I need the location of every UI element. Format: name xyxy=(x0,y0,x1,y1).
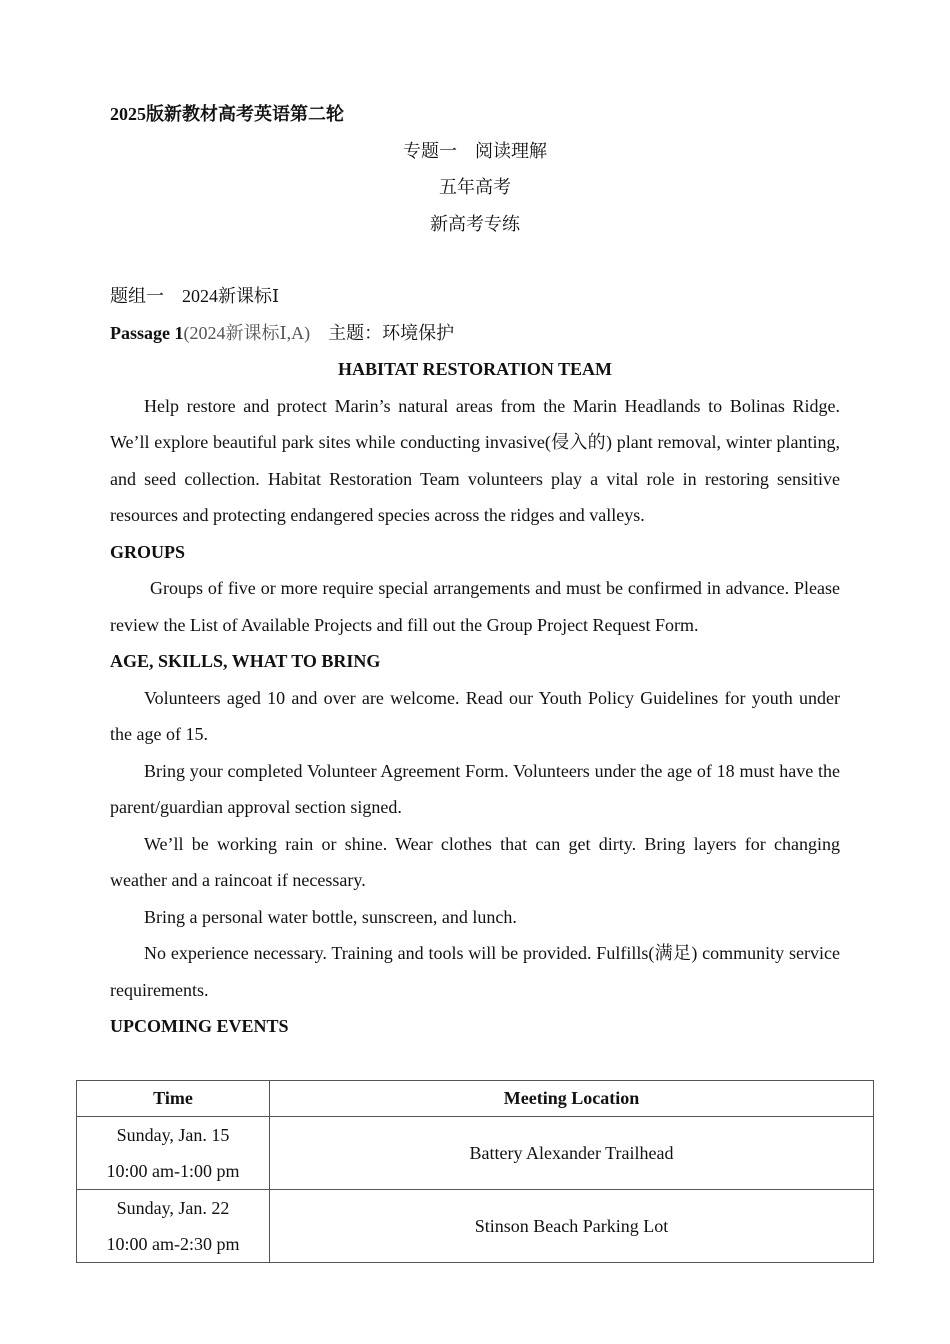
table-row xyxy=(77,1117,874,1190)
groups-paragraph: Groups of five or more require special arrangements and must be confirmed in advance. Please review the List of Available Projects and fill out the Group Project Request Form. xyxy=(110,578,840,635)
events-table-wrapper xyxy=(76,1080,874,1263)
location-column-header: Meeting Location xyxy=(270,1081,874,1117)
event-date: Sunday, Jan. 15 xyxy=(116,1125,230,1145)
location-cell: Stinson Beach Parking Lot xyxy=(270,1190,874,1263)
events-heading: UPCOMING EVENTS xyxy=(110,1016,289,1036)
passage-theme: 主题：环境保护 xyxy=(310,322,455,343)
event-time: 10:00 am-1:00 pm xyxy=(106,1161,240,1181)
agreement-paragraph: Bring your completed Volunteer Agreement Form. Volunteers under the age of 18 must have the parent/guardian approval section signed. xyxy=(110,760,840,817)
time-cell xyxy=(77,1117,270,1190)
document-page xyxy=(110,96,840,1045)
location-cell: Battery Alexander Trailhead xyxy=(270,1117,874,1190)
series-title: 2025版新教材高考英语第二轮 xyxy=(110,104,344,124)
passage-label: Passage 1 xyxy=(110,322,184,343)
time-column-header: Time xyxy=(77,1081,270,1117)
intro-paragraph: Help restore and protect Marin’s natural areas from the Marin Headlands to Bolinas Ridge. We’ll explore beautiful park sites while conducting invasive(侵入的) plant removal, winter planting, and seed collection. Habitat Restoration Team volunteers play a vital role in restoring sensitive resources and protecting endangered species across the ridges and valleys. xyxy=(110,395,840,525)
table-header-row xyxy=(77,1081,874,1117)
time-cell xyxy=(77,1190,270,1263)
bring-paragraph: Bring a personal water bottle, sunscreen, and lunch. xyxy=(144,906,517,927)
event-date: Sunday, Jan. 22 xyxy=(116,1198,230,1218)
subtitle-five-years: 五年高考 xyxy=(439,177,511,197)
experience-paragraph: No experience necessary. Training and tools will be provided. Fulfills(满足) community service requirements. xyxy=(110,943,840,1000)
age-skills-heading: AGE, SKILLS, WHAT TO BRING xyxy=(110,651,381,671)
subtitle-new-exam: 新高考专练 xyxy=(430,213,520,234)
table-row xyxy=(77,1190,874,1263)
topic-title: 专题一 阅读理解 xyxy=(403,140,547,161)
events-table xyxy=(76,1080,874,1263)
age-paragraph: Volunteers aged 10 and over are welcome. Read our Youth Policy Guidelines for youth under the age of 15. xyxy=(110,687,840,744)
passage-source: (2024新课标Ⅰ,A) xyxy=(183,322,311,343)
spacer xyxy=(110,242,840,278)
event-time: 10:00 am-2:30 pm xyxy=(106,1234,240,1254)
group-label: 题组一 2024新课标Ⅰ xyxy=(110,286,280,306)
passage-title: HABITAT RESTORATION TEAM xyxy=(337,359,613,379)
weather-paragraph: We’ll be working rain or shine. Wear clothes that can get dirty. Bring layers for changing weather and a raincoat if necessary. xyxy=(110,833,840,890)
groups-heading: GROUPS xyxy=(110,541,186,562)
passage-heading xyxy=(110,315,840,352)
